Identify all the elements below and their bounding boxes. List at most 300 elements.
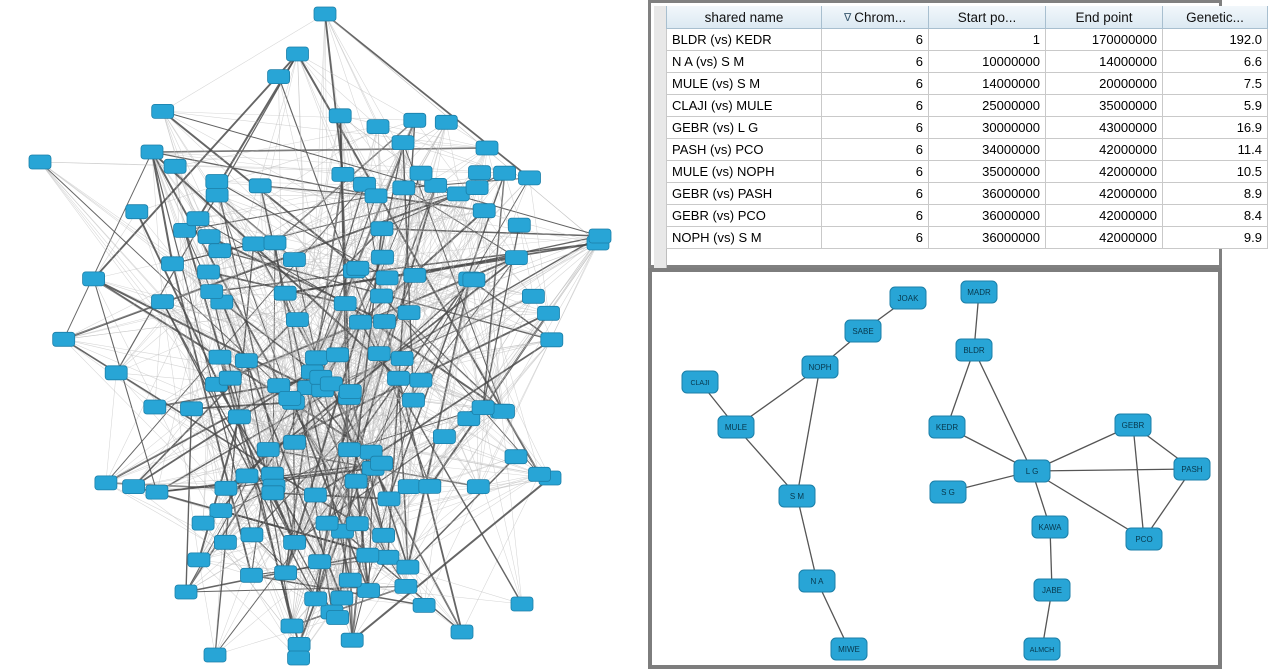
node-shape[interactable] xyxy=(1014,460,1050,482)
table-cell-start-point[interactable]: 36000000 xyxy=(929,183,1046,205)
sub-network-node[interactable] xyxy=(831,638,867,660)
main-network-node[interactable] xyxy=(279,391,301,405)
table-column-header-end-point[interactable] xyxy=(1046,6,1163,29)
node-shape[interactable] xyxy=(463,273,485,287)
main-network-node[interactable] xyxy=(345,474,367,488)
main-network-node[interactable] xyxy=(141,145,163,159)
main-network-node[interactable] xyxy=(367,120,389,134)
data-table-panel[interactable] xyxy=(648,0,1262,268)
main-network-node[interactable] xyxy=(306,351,328,365)
main-network-node[interactable] xyxy=(192,516,214,530)
node-shape[interactable] xyxy=(350,315,372,329)
main-network-node[interactable] xyxy=(152,295,174,309)
table-cell-start-point[interactable]: 10000000 xyxy=(929,51,1046,73)
table-cell-start-point[interactable]: 14000000 xyxy=(929,73,1046,95)
main-network-node[interactable] xyxy=(350,315,372,329)
node-shape[interactable] xyxy=(391,352,413,366)
main-network-node[interactable] xyxy=(373,528,395,542)
main-network-node[interactable] xyxy=(188,553,210,567)
node-shape[interactable] xyxy=(206,188,228,202)
main-network-node[interactable] xyxy=(371,222,393,236)
table-cell-end-point[interactable]: 35000000 xyxy=(1046,95,1163,117)
table-row[interactable] xyxy=(667,29,1268,51)
main-network-node[interactable] xyxy=(281,619,303,633)
node-shape[interactable] xyxy=(281,619,303,633)
node-shape[interactable] xyxy=(345,474,367,488)
main-network-node[interactable] xyxy=(105,366,127,380)
table-cell-chromosome[interactable]: 6 xyxy=(822,29,929,51)
main-network-node[interactable] xyxy=(371,289,393,303)
node-shape[interactable] xyxy=(219,371,241,385)
node-shape[interactable] xyxy=(403,393,425,407)
table-cell-genetic[interactable]: 16.9 xyxy=(1163,117,1268,139)
main-network-node[interactable] xyxy=(95,476,117,490)
node-shape[interactable] xyxy=(201,285,223,299)
node-shape[interactable] xyxy=(304,488,326,502)
table-body[interactable] xyxy=(667,29,1268,249)
node-shape[interactable] xyxy=(327,611,349,625)
node-shape[interactable] xyxy=(283,253,305,267)
node-shape[interactable] xyxy=(388,371,410,385)
main-network-node[interactable] xyxy=(378,492,400,506)
main-network-node[interactable] xyxy=(505,450,527,464)
node-shape[interactable] xyxy=(286,313,308,327)
main-network-node[interactable] xyxy=(209,350,231,364)
main-network-node[interactable] xyxy=(262,486,284,500)
main-network-node[interactable] xyxy=(243,237,265,251)
main-network-node[interactable] xyxy=(83,272,105,286)
node-shape[interactable] xyxy=(236,469,258,483)
main-network-node[interactable] xyxy=(398,480,420,494)
table-cell-genetic[interactable]: 9.9 xyxy=(1163,227,1268,249)
node-shape[interactable] xyxy=(398,306,420,320)
node-shape[interactable] xyxy=(198,265,220,279)
main-network-node[interactable] xyxy=(403,393,425,407)
table-row[interactable] xyxy=(667,205,1268,227)
node-shape[interactable] xyxy=(376,271,398,285)
main-network-node[interactable] xyxy=(327,611,349,625)
node-shape[interactable] xyxy=(469,166,491,180)
node-shape[interactable] xyxy=(284,535,306,549)
main-network-node[interactable] xyxy=(144,400,166,414)
node-shape[interactable] xyxy=(799,570,835,592)
node-shape[interactable] xyxy=(398,480,420,494)
table-row[interactable] xyxy=(667,95,1268,117)
main-network-node[interactable] xyxy=(215,481,237,495)
main-network-node[interactable] xyxy=(288,637,310,651)
node-shape[interactable] xyxy=(845,320,881,342)
table-cell-genetic[interactable]: 7.5 xyxy=(1163,73,1268,95)
node-shape[interactable] xyxy=(29,155,51,169)
node-shape[interactable] xyxy=(53,332,75,346)
node-shape[interactable] xyxy=(327,348,349,362)
sub-network-node[interactable] xyxy=(779,485,815,507)
node-shape[interactable] xyxy=(341,633,363,647)
node-shape[interactable] xyxy=(346,517,368,531)
table-cell-start-point[interactable]: 1 xyxy=(929,29,1046,51)
node-shape[interactable] xyxy=(435,115,457,129)
node-shape[interactable] xyxy=(339,573,361,587)
main-network-node[interactable] xyxy=(316,516,338,530)
table-cell-chromosome[interactable]: 6 xyxy=(822,205,929,227)
main-network-node[interactable] xyxy=(241,568,263,582)
main-network-node[interactable] xyxy=(511,597,533,611)
table-cell-shared-name[interactable]: GEBR (vs) L G xyxy=(667,117,822,139)
node-shape[interactable] xyxy=(306,351,328,365)
main-network-node[interactable] xyxy=(206,175,228,189)
main-network-node[interactable] xyxy=(309,555,331,569)
main-network-node[interactable] xyxy=(187,212,209,226)
node-shape[interactable] xyxy=(329,109,351,123)
main-network-node[interactable] xyxy=(284,435,306,449)
table-cell-chromosome[interactable]: 6 xyxy=(822,227,929,249)
node-shape[interactable] xyxy=(493,404,515,418)
table-cell-chromosome[interactable]: 6 xyxy=(822,51,929,73)
node-shape[interactable] xyxy=(243,237,265,251)
node-shape[interactable] xyxy=(198,230,220,244)
main-network-node[interactable] xyxy=(287,47,309,61)
sub-network-node[interactable] xyxy=(799,570,835,592)
node-shape[interactable] xyxy=(146,485,168,499)
node-shape[interactable] xyxy=(372,250,394,264)
table-row[interactable] xyxy=(667,73,1268,95)
node-shape[interactable] xyxy=(262,486,284,500)
node-shape[interactable] xyxy=(152,104,174,118)
node-shape[interactable] xyxy=(541,333,563,347)
node-shape[interactable] xyxy=(1034,579,1070,601)
table-cell-shared-name[interactable]: GEBR (vs) PASH xyxy=(667,183,822,205)
main-network-node[interactable] xyxy=(53,332,75,346)
main-network-node[interactable] xyxy=(235,354,257,368)
table-cell-chromosome[interactable]: 6 xyxy=(822,95,929,117)
node-shape[interactable] xyxy=(779,485,815,507)
table-cell-end-point[interactable]: 42000000 xyxy=(1046,205,1163,227)
node-shape[interactable] xyxy=(275,566,297,580)
node-shape[interactable] xyxy=(929,416,965,438)
table-cell-genetic[interactable]: 6.6 xyxy=(1163,51,1268,73)
main-network-node[interactable] xyxy=(404,113,426,127)
node-shape[interactable] xyxy=(473,204,495,218)
main-network-node[interactable] xyxy=(206,188,228,202)
node-shape[interactable] xyxy=(433,430,455,444)
main-network-node[interactable] xyxy=(451,625,473,639)
table-column-header-start-point[interactable] xyxy=(929,6,1046,29)
node-shape[interactable] xyxy=(404,268,426,282)
node-shape[interactable] xyxy=(961,281,997,303)
table-cell-end-point[interactable]: 42000000 xyxy=(1046,183,1163,205)
sub-network-panel[interactable] xyxy=(648,268,1222,669)
node-shape[interactable] xyxy=(1115,414,1151,436)
node-shape[interactable] xyxy=(144,400,166,414)
table-cell-end-point[interactable]: 14000000 xyxy=(1046,51,1163,73)
main-network-node[interactable] xyxy=(538,306,560,320)
sub-network-node[interactable] xyxy=(802,356,838,378)
node-shape[interactable] xyxy=(152,295,174,309)
node-shape[interactable] xyxy=(192,516,214,530)
table-cell-end-point[interactable]: 43000000 xyxy=(1046,117,1163,139)
main-network-node[interactable] xyxy=(392,136,414,150)
sub-network-node[interactable] xyxy=(930,481,966,503)
node-shape[interactable] xyxy=(187,212,209,226)
node-shape[interactable] xyxy=(126,205,148,219)
table-cell-start-point[interactable]: 34000000 xyxy=(929,139,1046,161)
node-shape[interactable] xyxy=(209,350,231,364)
node-shape[interactable] xyxy=(334,297,356,311)
table-row[interactable] xyxy=(667,117,1268,139)
table-cell-chromosome[interactable]: 6 xyxy=(822,139,929,161)
sub-network-node[interactable] xyxy=(1024,638,1060,660)
node-shape[interactable] xyxy=(392,136,414,150)
main-network-node[interactable] xyxy=(476,141,498,155)
main-network-node[interactable] xyxy=(236,469,258,483)
node-shape[interactable] xyxy=(451,625,473,639)
main-network-node[interactable] xyxy=(249,179,271,193)
node-shape[interactable] xyxy=(511,597,533,611)
node-shape[interactable] xyxy=(204,648,226,662)
main-network-node[interactable] xyxy=(419,479,441,493)
node-shape[interactable] xyxy=(268,379,290,393)
main-network-node[interactable] xyxy=(214,535,236,549)
main-network-node[interactable] xyxy=(519,171,541,185)
table-cell-start-point[interactable]: 36000000 xyxy=(929,227,1046,249)
node-shape[interactable] xyxy=(519,171,541,185)
node-shape[interactable] xyxy=(682,371,718,393)
node-shape[interactable] xyxy=(331,591,353,605)
main-network-node[interactable] xyxy=(410,166,432,180)
main-network-node[interactable] xyxy=(283,253,305,267)
main-network-node[interactable] xyxy=(314,7,336,21)
node-shape[interactable] xyxy=(367,120,389,134)
node-shape[interactable] xyxy=(228,410,250,424)
main-network-node[interactable] xyxy=(175,585,197,599)
main-network-node[interactable] xyxy=(589,229,611,243)
table-cell-shared-name[interactable]: MULE (vs) S M xyxy=(667,73,822,95)
main-network-node[interactable] xyxy=(198,265,220,279)
main-network-node[interactable] xyxy=(305,592,327,606)
node-shape[interactable] xyxy=(371,222,393,236)
main-network-node[interactable] xyxy=(541,333,563,347)
node-shape[interactable] xyxy=(274,286,296,300)
node-shape[interactable] xyxy=(538,306,560,320)
table-cell-chromosome[interactable]: 6 xyxy=(822,73,929,95)
node-shape[interactable] xyxy=(83,272,105,286)
sub-network-node[interactable] xyxy=(1174,458,1210,480)
main-network-node[interactable] xyxy=(123,480,145,494)
node-shape[interactable] xyxy=(284,435,306,449)
table-cell-end-point[interactable]: 42000000 xyxy=(1046,139,1163,161)
table-cell-end-point[interactable]: 42000000 xyxy=(1046,227,1163,249)
main-network-node[interactable] xyxy=(493,404,515,418)
node-shape[interactable] xyxy=(930,481,966,503)
main-network-node[interactable] xyxy=(339,443,361,457)
node-shape[interactable] xyxy=(339,385,361,399)
node-shape[interactable] xyxy=(410,373,432,387)
table-header-row[interactable] xyxy=(667,6,1268,29)
main-network-node[interactable] xyxy=(469,166,491,180)
main-network-node[interactable] xyxy=(508,218,530,232)
main-network-node[interactable] xyxy=(274,286,296,300)
main-network-node[interactable] xyxy=(410,373,432,387)
node-shape[interactable] xyxy=(505,251,527,265)
main-network-node[interactable] xyxy=(395,579,417,593)
node-shape[interactable] xyxy=(410,166,432,180)
node-shape[interactable] xyxy=(718,416,754,438)
node-shape[interactable] xyxy=(368,347,390,361)
node-shape[interactable] xyxy=(309,555,331,569)
node-shape[interactable] xyxy=(413,598,435,612)
main-network-node[interactable] xyxy=(529,467,551,481)
sub-network-nodes[interactable] xyxy=(682,281,1210,660)
node-shape[interactable] xyxy=(339,443,361,457)
main-network-node[interactable] xyxy=(162,257,184,271)
node-shape[interactable] xyxy=(472,401,494,415)
node-shape[interactable] xyxy=(529,467,551,481)
main-network-node[interactable] xyxy=(304,488,326,502)
node-shape[interactable] xyxy=(164,159,186,173)
main-network-node[interactable] xyxy=(341,633,363,647)
table-cell-shared-name[interactable]: N A (vs) S M xyxy=(667,51,822,73)
table-row[interactable] xyxy=(667,227,1268,249)
sub-network-node[interactable] xyxy=(1126,528,1162,550)
main-network-node[interactable] xyxy=(467,480,489,494)
node-shape[interactable] xyxy=(332,167,354,181)
table-cell-genetic[interactable]: 8.9 xyxy=(1163,183,1268,205)
node-shape[interactable] xyxy=(508,218,530,232)
node-shape[interactable] xyxy=(404,113,426,127)
sub-network-node[interactable] xyxy=(1014,460,1050,482)
sub-network-node[interactable] xyxy=(929,416,965,438)
table-cell-end-point[interactable]: 42000000 xyxy=(1046,161,1163,183)
table-cell-genetic[interactable]: 5.9 xyxy=(1163,95,1268,117)
node-shape[interactable] xyxy=(257,443,279,457)
main-network-node[interactable] xyxy=(357,548,379,562)
main-network-node[interactable] xyxy=(209,244,231,258)
main-network-node[interactable] xyxy=(334,297,356,311)
node-shape[interactable] xyxy=(210,504,232,518)
table-row[interactable] xyxy=(667,139,1268,161)
node-shape[interactable] xyxy=(371,456,393,470)
main-network-node[interactable] xyxy=(365,189,387,203)
table-cell-genetic[interactable]: 10.5 xyxy=(1163,161,1268,183)
main-network-node[interactable] xyxy=(268,379,290,393)
sub-network-node[interactable] xyxy=(682,371,718,393)
table-cell-end-point[interactable]: 20000000 xyxy=(1046,73,1163,95)
node-shape[interactable] xyxy=(209,244,231,258)
main-network-node[interactable] xyxy=(368,347,390,361)
table-row[interactable] xyxy=(667,161,1268,183)
main-network-node[interactable] xyxy=(241,528,263,542)
table-cell-end-point[interactable]: 170000000 xyxy=(1046,29,1163,51)
node-shape[interactable] xyxy=(206,175,228,189)
main-network-node[interactable] xyxy=(181,402,203,416)
main-network-node[interactable] xyxy=(347,261,369,275)
node-shape[interactable] xyxy=(241,528,263,542)
table-cell-start-point[interactable]: 36000000 xyxy=(929,205,1046,227)
main-network-node[interactable] xyxy=(393,181,415,195)
node-shape[interactable] xyxy=(279,391,301,405)
sub-network-node[interactable] xyxy=(1034,579,1070,601)
node-shape[interactable] xyxy=(589,229,611,243)
main-network-node[interactable] xyxy=(463,273,485,287)
main-network-node[interactable] xyxy=(288,651,310,665)
table-cell-shared-name[interactable]: BLDR (vs) KEDR xyxy=(667,29,822,51)
main-network-node[interactable] xyxy=(275,566,297,580)
table-cell-start-point[interactable]: 35000000 xyxy=(929,161,1046,183)
sub-network-node[interactable] xyxy=(718,416,754,438)
main-network-node[interactable] xyxy=(388,371,410,385)
main-network-node[interactable] xyxy=(29,155,51,169)
node-shape[interactable] xyxy=(466,181,488,195)
main-network-node[interactable] xyxy=(327,348,349,362)
main-network-node[interactable] xyxy=(376,271,398,285)
node-shape[interactable] xyxy=(288,637,310,651)
node-shape[interactable] xyxy=(371,289,393,303)
filter-icon[interactable]: ∇ xyxy=(843,12,852,25)
node-shape[interactable] xyxy=(890,287,926,309)
node-shape[interactable] xyxy=(505,450,527,464)
main-network-node[interactable] xyxy=(268,70,290,84)
main-network-node[interactable] xyxy=(372,250,394,264)
table-row[interactable] xyxy=(667,51,1268,73)
node-shape[interactable] xyxy=(235,354,257,368)
main-network-node[interactable] xyxy=(204,648,226,662)
table-cell-chromosome[interactable]: 6 xyxy=(822,117,929,139)
node-shape[interactable] xyxy=(373,528,395,542)
table-cell-genetic[interactable]: 8.4 xyxy=(1163,205,1268,227)
main-network-node[interactable] xyxy=(286,313,308,327)
main-network-node[interactable] xyxy=(198,230,220,244)
node-shape[interactable] xyxy=(956,339,992,361)
main-network-node[interactable] xyxy=(332,167,354,181)
main-network-node[interactable] xyxy=(466,181,488,195)
main-network-node[interactable] xyxy=(397,560,419,574)
node-shape[interactable] xyxy=(264,236,286,250)
node-shape[interactable] xyxy=(314,7,336,21)
node-shape[interactable] xyxy=(1126,528,1162,550)
main-network-node[interactable] xyxy=(398,306,420,320)
table-cell-shared-name[interactable]: MULE (vs) NOPH xyxy=(667,161,822,183)
main-network-node[interactable] xyxy=(331,591,353,605)
node-shape[interactable] xyxy=(214,535,236,549)
node-shape[interactable] xyxy=(1024,638,1060,660)
main-network-node[interactable] xyxy=(494,166,516,180)
node-shape[interactable] xyxy=(357,548,379,562)
node-shape[interactable] xyxy=(802,356,838,378)
table-cell-shared-name[interactable]: PASH (vs) PCO xyxy=(667,139,822,161)
main-network-node[interactable] xyxy=(374,315,396,329)
sub-network-node[interactable] xyxy=(956,339,992,361)
main-network-node[interactable] xyxy=(377,550,399,564)
node-shape[interactable] xyxy=(123,480,145,494)
node-shape[interactable] xyxy=(141,145,163,159)
main-network-node[interactable] xyxy=(228,410,250,424)
main-network-node[interactable] xyxy=(126,205,148,219)
main-network-node[interactable] xyxy=(473,204,495,218)
table-column-header-chromosome[interactable] xyxy=(822,6,929,29)
sub-network-node[interactable] xyxy=(890,287,926,309)
node-shape[interactable] xyxy=(316,516,338,530)
node-shape[interactable] xyxy=(162,257,184,271)
main-network-node[interactable] xyxy=(371,456,393,470)
node-shape[interactable] xyxy=(467,480,489,494)
node-shape[interactable] xyxy=(215,481,237,495)
table-cell-chromosome[interactable]: 6 xyxy=(822,183,929,205)
main-network-node[interactable] xyxy=(339,385,361,399)
table-cell-shared-name[interactable]: GEBR (vs) PCO xyxy=(667,205,822,227)
main-network-node[interactable] xyxy=(435,115,457,129)
sub-network-node[interactable] xyxy=(1115,414,1151,436)
node-shape[interactable] xyxy=(305,592,327,606)
